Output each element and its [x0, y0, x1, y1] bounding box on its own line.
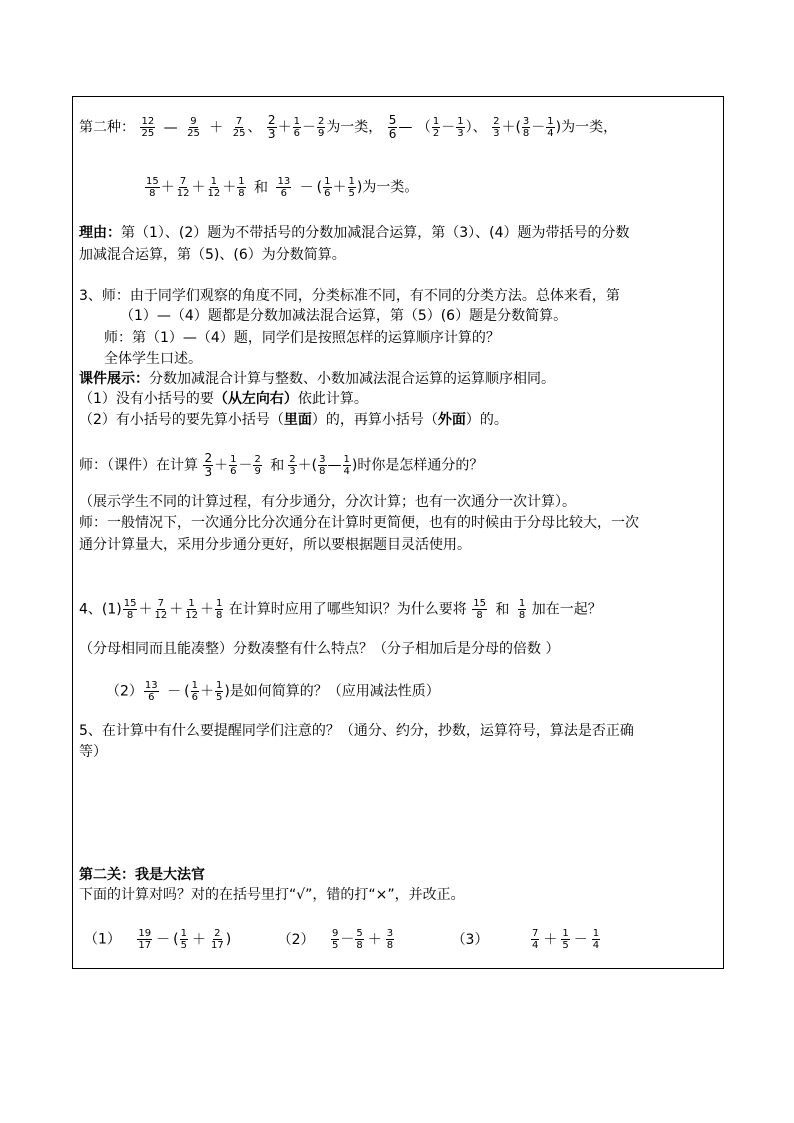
label-reason: 理由： — [79, 225, 121, 241]
section-title-judge: 第二关：我是大法官 — [79, 867, 205, 883]
fraction-1-3: $\frac{1}{3}$ — [457, 116, 464, 139]
text-group: 为一类， — [561, 119, 618, 136]
fraction-2-3: $\frac{2}{3}$ — [267, 113, 276, 141]
fraction-3-8: $\frac{3}{8}$ — [522, 116, 530, 139]
text-rule: （2）有小括号的要先算小括号（ — [79, 412, 284, 428]
fraction-5-6: $\frac{5}{6}$ — [388, 113, 397, 141]
fraction-7-4: $\frac{7}{4}$ — [531, 928, 539, 951]
line-reason-cont: 加减混合运算，第（5)、(6）为分数简算。 — [79, 247, 346, 263]
text-group: 为一类。 — [362, 179, 419, 196]
fraction-1-6: $\frac{1}{6}$ — [230, 454, 237, 477]
line-round-up: （分母相同而且能凑整）分数凑整有什么特点？（分子相加后是分母的倍数 ） — [79, 641, 560, 657]
paren-close: ) — [356, 179, 363, 196]
paren-open: ( — [184, 683, 190, 700]
fraction-1-4: $\frac{1}{4}$ — [343, 454, 350, 477]
op-plus: ＋ — [138, 601, 153, 618]
fraction-1-6: $\frac{1}{6}$ — [191, 680, 198, 703]
line-judge-instruction: 下面的计算对吗？对的在括号里打“√”，错的打“×”，并改正。 — [79, 887, 465, 903]
fraction-2-3: $\frac{2}{3}$ — [289, 454, 296, 477]
op-plus: ＋ — [222, 179, 237, 196]
line-teacher-general-cont: 通分计算量大，采用分步通分更好，所以要根据题目灵活使用。 — [79, 537, 471, 553]
fraction-9-25: $\frac{9}{25}$ — [187, 116, 200, 139]
text-rule: （1）没有小括号的要 — [79, 391, 214, 407]
paren-open: ( — [515, 119, 521, 136]
text-rule-bold: 里面 — [283, 412, 312, 428]
op-plus: ＋ — [160, 179, 175, 196]
op-minus: － — [167, 683, 182, 700]
fraction-2-9: $\frac{2}{9}$ — [254, 454, 261, 477]
text-rule-bold: （从左向右） — [213, 391, 298, 407]
text-rule: ）的。 — [465, 412, 508, 428]
op-plus: ＋ — [501, 119, 516, 136]
line-students-recite: 全体学生口述。 — [104, 351, 202, 367]
line-second-kind-cont — [144, 176, 418, 199]
fraction-1-6: $\frac{1}{6}$ — [293, 116, 300, 139]
op-plus: ＋ — [169, 601, 184, 618]
fraction-1-5: $\frac{1}{5}$ — [180, 928, 187, 951]
paren-close: ) — [225, 931, 232, 948]
fraction-1-4: $\frac{1}{4}$ — [547, 116, 554, 139]
line-rule-2 — [79, 411, 508, 429]
fraction-15-8: $\frac{15}{8}$ — [123, 598, 137, 621]
line-question-5-cont: 等） — [79, 744, 107, 760]
text-reason: 第（1）、(2）题为不带括号的分数加减混合运算，第（3）、(4）题为带括号的分数 — [121, 225, 630, 241]
problem-label-1: （1） — [84, 931, 121, 948]
fraction-15-8: $\frac{15}{8}$ — [473, 598, 486, 621]
line-teacher-courseware — [79, 452, 483, 479]
line-teacher-3-cont: （1）—（4）题都是分数加减法混合运算，第（5）(6）题是分数简算。 — [120, 308, 568, 324]
fraction-2-3: $\frac{2}{3}$ — [204, 451, 213, 479]
line-second-kind — [79, 114, 617, 141]
op-plus: ＋ — [191, 931, 206, 948]
op-minus: － — [299, 179, 314, 196]
fraction-2-9: $\frac{2}{9}$ — [317, 116, 325, 139]
sep-comma: 、 — [247, 119, 262, 136]
op-plus: ＋ — [199, 601, 214, 618]
text-q4: 4、(1) — [79, 601, 122, 618]
fraction-1-4: $\frac{1}{4}$ — [592, 928, 600, 951]
op-plus: ＋ — [367, 931, 382, 948]
text-q4: 加在一起？ — [531, 601, 602, 618]
text-rule: ）的，再算小括号（ — [311, 412, 438, 428]
op-minus: － — [301, 119, 316, 136]
op-plus: ＋ — [332, 179, 347, 196]
text-q4-2: （2） — [106, 683, 143, 700]
fraction-15-8: $\frac{15}{8}$ — [146, 176, 159, 199]
fraction-1-5: $\frac{1}{5}$ — [215, 680, 223, 703]
fraction-3-8: $\frac{3}{8}$ — [386, 928, 394, 951]
fraction-1-8: $\frac{1}{8}$ — [215, 598, 223, 621]
paren-open: ( — [316, 179, 323, 196]
line-teacher-general: 师：一般情况下，一次通分比分次通分在计算时更简便，也有的时候由于分母比较大，一次 — [79, 515, 639, 531]
op-minus: － — [573, 931, 588, 948]
label-courseware: 课件展示： — [79, 371, 149, 387]
fraction-7-12: $\frac{7}{12}$ — [176, 176, 190, 199]
op-minus: － — [531, 119, 546, 136]
fraction-19-17: $\frac{19}{17}$ — [138, 928, 152, 951]
text-group: 为一类， — [326, 119, 383, 136]
op-plus: ＋ — [277, 119, 292, 136]
fraction-1-6: $\frac{1}{6}$ — [324, 176, 331, 199]
fraction-1-2: $\frac{1}{2}$ — [432, 116, 440, 139]
fraction-1-8: $\frac{1}{8}$ — [238, 176, 245, 199]
fraction-1-5: $\frac{1}{5}$ — [348, 176, 355, 199]
text-and: 和 — [270, 457, 285, 474]
line-reason — [79, 224, 630, 242]
text-rule: 依此计算。 — [297, 391, 368, 407]
op-plus: ＋ — [214, 457, 229, 474]
fraction-2-3: $\frac{2}{3}$ — [493, 116, 500, 139]
fraction-9-5: $\frac{9}{5}$ — [331, 928, 339, 951]
op-minus: — — [398, 119, 413, 136]
problem-label-2: （2） — [277, 931, 315, 948]
text-q4: 在计算时应用了哪些知识？为什么要将 — [228, 601, 467, 618]
op-plus: ＋ — [199, 683, 214, 700]
text-teacher: 师：（课件）在计算 — [79, 457, 198, 474]
line-courseware — [79, 370, 555, 388]
op-minus: － — [340, 931, 355, 948]
line-judge-problems — [84, 928, 601, 951]
paren-close: ) — [351, 457, 358, 474]
paren-close: ) — [555, 119, 562, 136]
sep-comma: 、 — [472, 119, 487, 136]
line-show-process: （展示学生不同的计算过程，有分步通分，分次计算；也有一次通分一次计算）。 — [79, 494, 576, 510]
text-rule-bold: 外面 — [437, 412, 466, 428]
text-courseware: 分数加减混合计算与整数、小数加减法混合运算的运算顺序相同。 — [149, 371, 555, 387]
label-second-kind: 第二种： — [79, 119, 135, 136]
paren-open: （ — [416, 119, 431, 136]
paren-open: ( — [173, 931, 179, 948]
problem-label-3: （3） — [451, 931, 489, 948]
fraction-1-8: $\frac{1}{8}$ — [518, 598, 526, 621]
op-minus: — — [163, 119, 178, 136]
line-question-4-2 — [106, 680, 440, 703]
fraction-5-8: $\frac{5}{8}$ — [356, 928, 363, 951]
line-question-4 — [79, 598, 602, 621]
fraction-13-6: $\frac{13}{6}$ — [144, 680, 158, 703]
op-plus: ＋ — [191, 179, 206, 196]
line-rule-1 — [79, 390, 368, 408]
fraction-7-12: $\frac{7}{12}$ — [154, 598, 168, 621]
fraction-1-5: $\frac{1}{5}$ — [562, 928, 569, 951]
op-minus: － — [238, 457, 253, 474]
text-question: 时你是怎样通分的？ — [357, 457, 484, 474]
op-plus: ＋ — [543, 931, 558, 948]
fraction-1-12: $\frac{1}{12}$ — [185, 598, 198, 621]
line-question-5: 5、在计算中有什么要提醒同学们注意的？（通分、约分，抄数，运算符号，算法是否正确 — [79, 723, 634, 739]
text-and: 和 — [495, 601, 510, 618]
op-minus: － — [441, 119, 456, 136]
fraction-1-12: $\frac{1}{12}$ — [207, 176, 221, 199]
op-minus: － — [156, 931, 171, 948]
op-plus: ＋ — [209, 119, 224, 136]
op-plus: ＋ — [297, 457, 312, 474]
fraction-2-17: $\frac{2}{17}$ — [210, 928, 224, 951]
fraction-12-25: $\frac{12}{25}$ — [141, 116, 155, 139]
line-teacher-3: 3、师：由于同学们观察的角度不同，分类标准不同，有不同的分类方法。总体来看，第 — [79, 288, 620, 304]
paren-close: ） — [465, 119, 473, 136]
op-minus: — — [327, 457, 342, 474]
fraction-3-8: $\frac{3}{8}$ — [319, 454, 326, 477]
paren-close: ) — [224, 683, 230, 700]
line-teacher-question: 师：第（1）—（4）题，同学们是按照怎样的运算顺序计算的？ — [104, 330, 500, 346]
text-and: 和 — [254, 179, 269, 196]
fraction-7-25: $\frac{7}{25}$ — [232, 116, 246, 139]
paren-open: ( — [311, 457, 318, 474]
fraction-13-6: $\frac{13}{6}$ — [277, 176, 291, 199]
text-q4-2: 是如何简算的？（应用减法性质） — [229, 683, 440, 700]
